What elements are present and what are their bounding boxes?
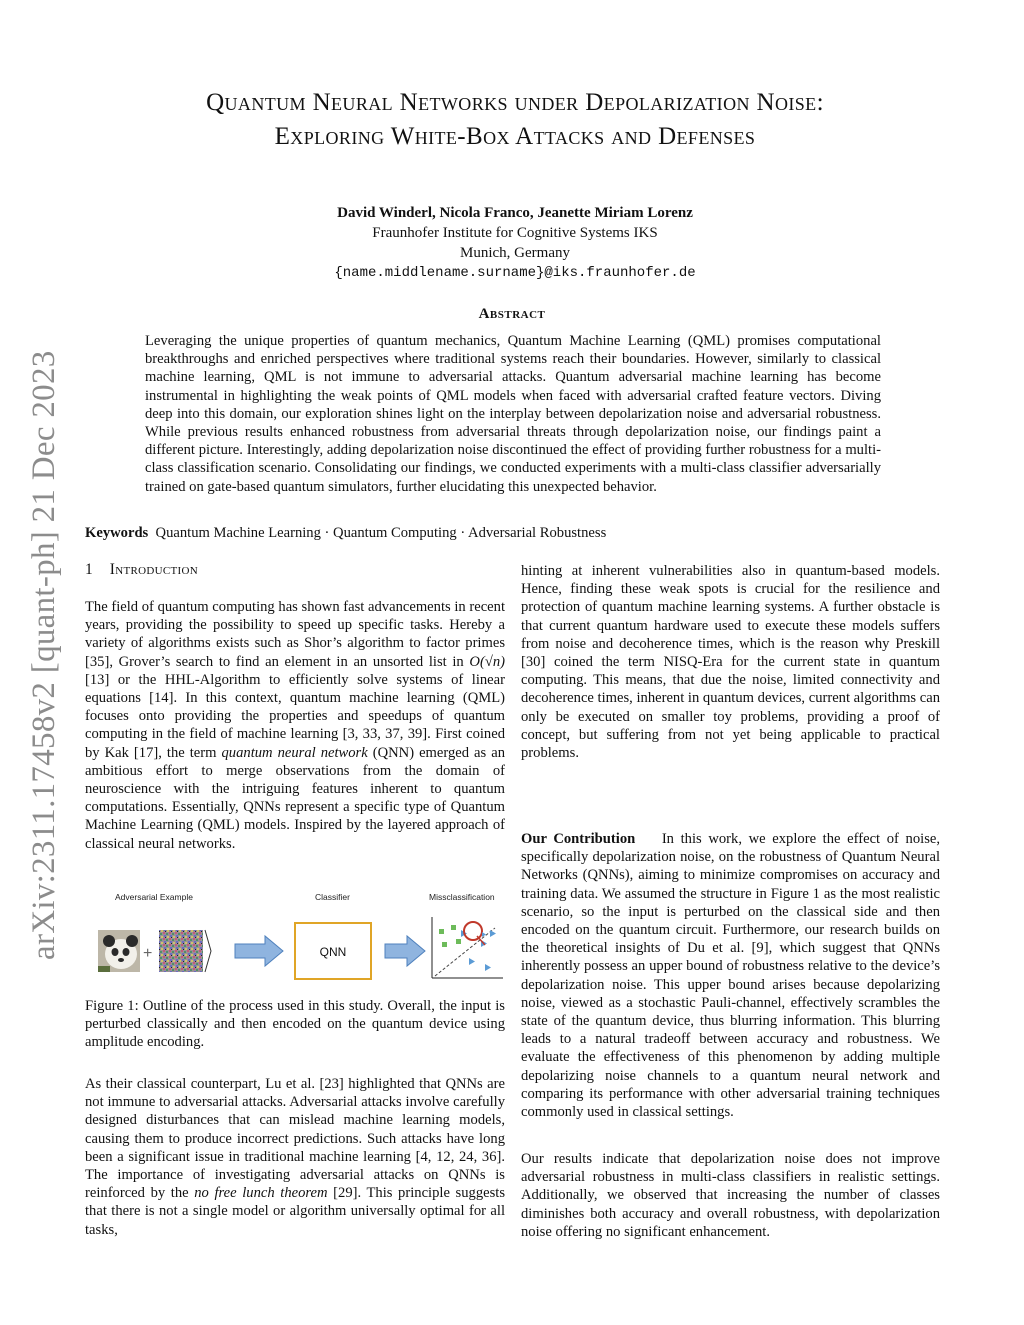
section-number: 1 (85, 561, 94, 578)
results-paragraph (521, 1150, 940, 1241)
term-qnn: quantum neural network (221, 744, 368, 761)
arrow-to-output (385, 936, 425, 966)
term-no-free-lunch: no free lunch theorem (194, 1185, 328, 1202)
results-text: Our results indicate that depolarization noise does not improve adversarial robustness in multi-class classifiers in realistic settings. Additionally, we observed that increasing the number of classes diminishes both accuracy and overall robustness, with depolarization noise offering no significant enhancement. (521, 1151, 940, 1240)
intro2-text-b: [29]. This principle suggests that there is not a single model or algorithm universally optimal for all tasks, (85, 1185, 506, 1238)
class-a-point (442, 942, 447, 947)
abstract-text: Leveraging the unique properties of quantum mechanics, Quantum Machine Learning (QML) promises computational breakthroughs and enriched perspectives where traditional systems reach their boundaries. However, similarly to classical machine learning, QML is not immune to adversarial attacks. Quantum adversarial machine learning has become instrumental in highlighting the weak points of QML models when faced with adversarial crafted feature vectors. Diving deep into this domain, our exploration shines light on the interplay between depolarization noise and adversarial robustness. While previous results enhanced robustness from adversarial threats through depolarization noise, our findings paint a different picture. Interestingly, adding depolarization noise discontinued the effect of providing further robustness for a multi-class classification scenario. Consolidating our findings, we conducted experiments with a multi-class classifier adversarially trained on gate-based quantum simulators, further elucidating this unexpected behavior. (145, 333, 881, 495)
math-big-o: O(√n) (469, 653, 505, 670)
figure-label-classifier: Classifier (315, 892, 350, 902)
contribution-text: In this work, we explore the effect of noise, specifically depolarization noise, on the robustness of Quantum Neural Networks (QNNs), aiming to minimize compromises on accuracy and training data. We assumed the structure in Figure 1 as the most realistic scenario, so the input is perturbed on the classical side and then encoded on the quantum circuit. Furthermore, our research builds on the theoretical insights of Du et al. [9], which suggest that QNNs inherently possess an upper bound of robustness relative to the device’s depolarization noise. This upper bound arises because depolarizing noise, viewed as a stochastic Pauli-channel, effectively scrambles the state of the quantum device, thus blurring information. This blurring leads to a natural tradeoff between accuracy and robustness. We evaluate the effectiveness of this phenomenon by adding multiple depolarizing noise channels to a quantum neural network and comparing its performance with other adversarial training techniques commonly used in classical settings. (521, 831, 940, 1121)
intro2-text-a: As their classical counterpart, Lu et al. [23] highlighted that QNNs are not immune to adversarial attacks. Adversarial attacks involve carefully designed disturbances that can mislead machine learning models, causing them to produce incorrect predictions. Such attacks have long been a significant issue in traditional machine learning [4, 12, 24, 36]. The importance of investigating adversarial attacks on QNNs is reinforced by the (85, 1076, 505, 1202)
author-email[interactable]: {name.middlename.surname}@iks.fraunhofer.de (334, 265, 696, 281)
arrow-to-classifier (235, 936, 283, 966)
misclassified-highlight (464, 922, 482, 940)
title-line-1: Quantum Neural Networks under Depolarization Noise: (206, 89, 824, 116)
keywords-label: Keywords (85, 525, 149, 541)
misclassification-plot (432, 917, 503, 978)
plus-sign: + (143, 945, 153, 962)
class-a-point (456, 939, 461, 944)
abstract-heading: Abstract (478, 306, 546, 322)
class-a-point (439, 929, 444, 934)
class-b-point (485, 964, 491, 971)
figure-label-adversarial: Adversarial Example (115, 892, 193, 902)
right-paragraph-1 (521, 562, 940, 762)
class-a-point (451, 925, 456, 930)
class-b-point (469, 958, 475, 965)
class-b-point (490, 930, 496, 937)
right-para-1-text: hinting at inherent vulnerabilities also in quantum-based models. Hence, finding these weak spots is crucial for the resilience and protection of quantum machine learning systems. A further obstacle is that current quantum hardware used to execute these models suffers from noise and decoherence times, which is the reason why Preskill [30] coined the term NISQ-Era for the current state in quantum computing. This means, that due the noise, limited connectivity and decoherence times, inherent in quantum devices, current algorithms can only be executed on smaller toy problems, providing a proof of concept, but suffering from not yet being applicable to practical problems. (521, 563, 941, 762)
intro-text-b: [13] or the HHL-Algorithm to efficiently solve systems of linear equations [14]. In this context, quantum machine learning (QML) focuses onto providing the properties and speedups of quantum computing in the field of machine learning [3, 33, 37, 39]. First coined by Kak [17], the term (85, 671, 505, 761)
intro-paragraph-1 (85, 598, 505, 853)
intro-text-a: The field of quantum computing has shown fast advancements in recent years, providing the possibility to speed up specific tasks. Hereby a variety of algorithms exists such as Shor’s algorithm to factor primes [35], Grover’s search to find an element in an unsorted list in (85, 599, 505, 670)
location: Munich, Germany (460, 245, 570, 261)
author-block (200, 203, 830, 283)
section-heading (85, 561, 198, 579)
panda-image (98, 930, 140, 972)
contribution-heading: Our Contribution (521, 831, 636, 847)
noise-image (159, 930, 211, 972)
figure-diagram (85, 890, 505, 990)
affiliation: Fraunhofer Institute for Cognitive Systems IKS (372, 225, 658, 241)
arxiv-identifier: arXiv:2311.17458v2 [quant-ph] 21 Dec 2023 (26, 350, 62, 960)
paper-title (100, 86, 930, 154)
intro-text-c: (QNN) emerged as an ambitious effort to merge observations from the domain of neuroscience with the intriguing features inherent to quantum computations. Essentially, QNNs represent a specific type of Quantum Machine Learning (QML) models. Inspired by the layered approach of classical neural networks. (85, 744, 505, 852)
figure-label-misclassification: Missclassification (429, 892, 495, 902)
qnn-label: QNN (319, 945, 347, 959)
figure-caption: Figure 1: Outline of the process used in this study. Overall, the input is perturbed classically and then encoded on the quantum device using amplitude encoding. (85, 998, 505, 1051)
figure-1 (85, 890, 505, 990)
contribution-paragraph (521, 830, 940, 1121)
intro-paragraph-2 (85, 1075, 505, 1239)
section-title: Introduction (109, 561, 198, 578)
keywords-list: Quantum Machine Learning · Quantum Computing · Adversarial Robustness (155, 525, 607, 541)
keywords (85, 524, 945, 542)
class-b-point (482, 932, 486, 937)
author-names: David Winderl, Nicola Franco, Jeanette Miriam Lorenz (337, 205, 693, 221)
title-line-2: Exploring White-Box Attacks and Defenses (274, 123, 756, 150)
